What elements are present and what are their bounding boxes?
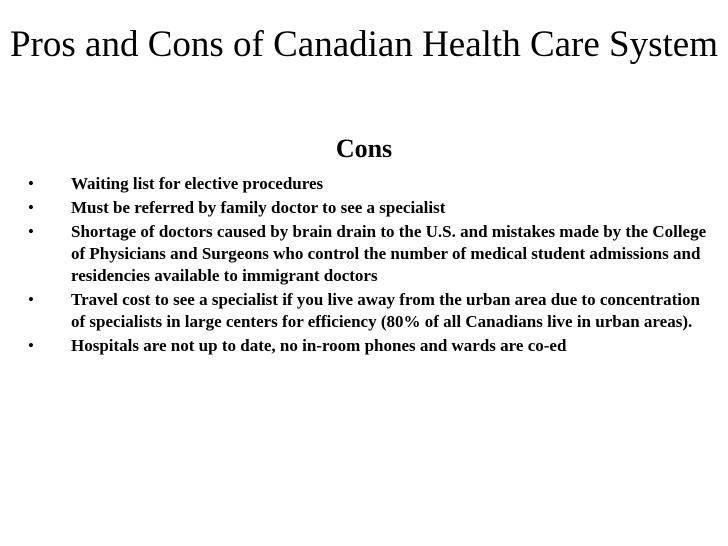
bullet-dot-icon: • (28, 336, 34, 355)
bullet-dot-icon: • (28, 290, 34, 309)
bullet-item (28, 221, 718, 287)
slide-title: Pros and Cons of Canadian Health Care System (9, 24, 719, 65)
bullet-dot-icon: • (28, 174, 34, 193)
bullet-text: Hospitals are not up to date, no in-room phones and wards are co-ed (71, 336, 567, 355)
bullet-dot-icon: • (28, 222, 34, 241)
bullet-item (28, 197, 718, 219)
section-heading: Cons (335, 134, 393, 163)
bullet-text: Waiting list for elective procedures (71, 174, 324, 193)
bullet-text: Must be referred by family doctor to see a specialist (71, 198, 446, 217)
bullet-dot-icon: • (28, 198, 34, 217)
bullet-list (28, 173, 718, 359)
bullet-item (28, 289, 718, 333)
bullet-item (28, 173, 718, 195)
bullet-text: Travel cost to see a specialist if you live away from the urban area due to concentration of specialists in large centers for efficiency (80% of all Canadians live in urban areas). (71, 290, 700, 331)
bullet-item (28, 335, 718, 357)
bullet-text: Shortage of doctors caused by brain drain to the U.S. and mistakes made by the College of Physicians and Surgeons who control the number of medical student admissions and residencies available to immigrant doctors (71, 222, 707, 285)
